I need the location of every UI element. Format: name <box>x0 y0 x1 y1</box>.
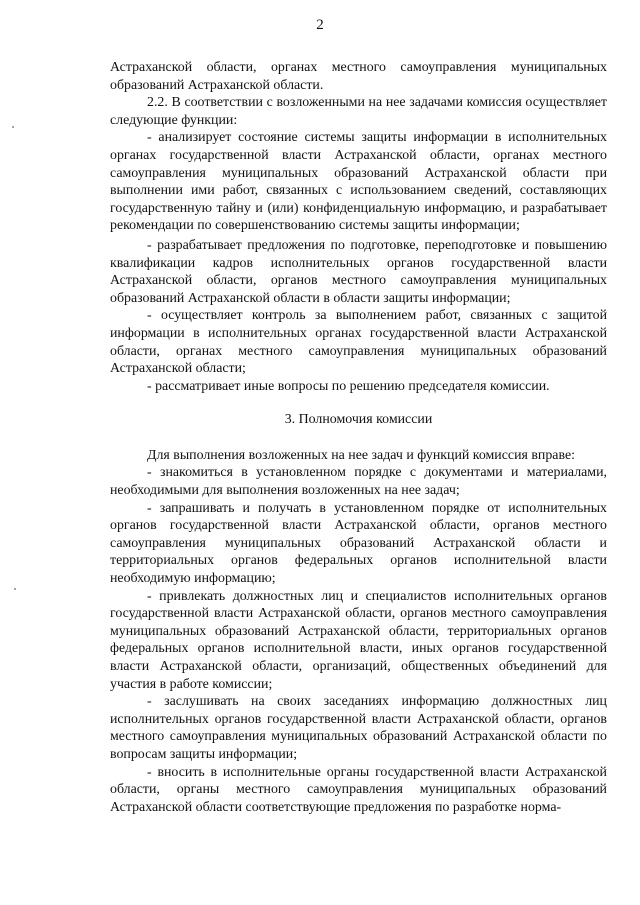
document-body <box>110 59 607 816</box>
paragraph-2-2: 2.2. В соответствии с возложенными на нее задачами комиссия осуществляет следующие функции: <box>110 95 607 128</box>
function-item: - осуществляет контроль за выполнением работ, связанных с защитой информации в исполнительных органах государственной власти Астраханской области, органах местного самоуправления муниципальных образований Астраханской области; <box>110 308 607 377</box>
paragraph-continuation: Астраханской области, органах местного самоуправления муниципальных образований Астраханской области. <box>110 60 607 93</box>
section-heading: 3. Полномочия комиссии <box>284 412 433 428</box>
authority-item: - привлекать должностных лиц и специалистов исполнительных органов государственной власти Астраханской области, органов местного самоуправления муниципальных образований Астраханской области, территориальных органов федеральных органов исполнительной власти, иных органов государственной власти Астраханской области, организаций, общественных объединений для участия в работе комиссии; <box>110 588 607 692</box>
function-item: - рассматривает иные вопросы по решению председателя комиссии. <box>147 378 550 394</box>
scan-artifact <box>12 126 14 128</box>
authority-item: - знакомиться в установленном порядке с документами и материалами, необходимыми для выполнения возложенных на нее задач; <box>110 465 607 499</box>
authority-item: - запрашивать и получать в установленном порядке от исполнительных органов государственной власти Астраханской области, органов местного самоуправления муниципальных образований Астраханской области и территориальных органов федеральных органов исполнительной власти необходимую информацию; <box>110 500 607 587</box>
function-item: - разрабатывает предложения по подготовке, переподготовке и повышению квалификации кадров исполнительных органов государственной власти Астраханской области, органов местного самоуправления муниципальных образований Астраханской области в области защиты информации; <box>110 237 607 306</box>
section-intro: Для выполнения возложенных на нее задач и функций комиссия вправе: <box>147 447 575 463</box>
authority-item: - заслушивать на своих заседаниях информацию должностных лиц исполнительных органов государственной власти Астраханской области, органов местного самоуправления муниципальных образований Астраханской области по вопросам защиты информации; <box>110 694 607 762</box>
authority-item: - вносить в исполнительные органы государственной власти Астраханской области, органы местного самоуправления муниципальных образований Астраханской области соответствующие предложения по разработке норма- <box>110 764 607 815</box>
page-number: 2 <box>316 17 324 33</box>
function-item: - анализирует состояние системы защиты информации в исполнительных органах государственной власти Астраханской области, органах местного самоуправления муниципальных образований Астраханской области при выполнении ими работ, связанных с использованием сведений, составляющих государственную тайну и (или) конфиденциальную информацию, и разрабатывает рекомендации по совершенствованию системы защиты информации; <box>110 130 607 234</box>
scan-artifact <box>14 588 16 590</box>
